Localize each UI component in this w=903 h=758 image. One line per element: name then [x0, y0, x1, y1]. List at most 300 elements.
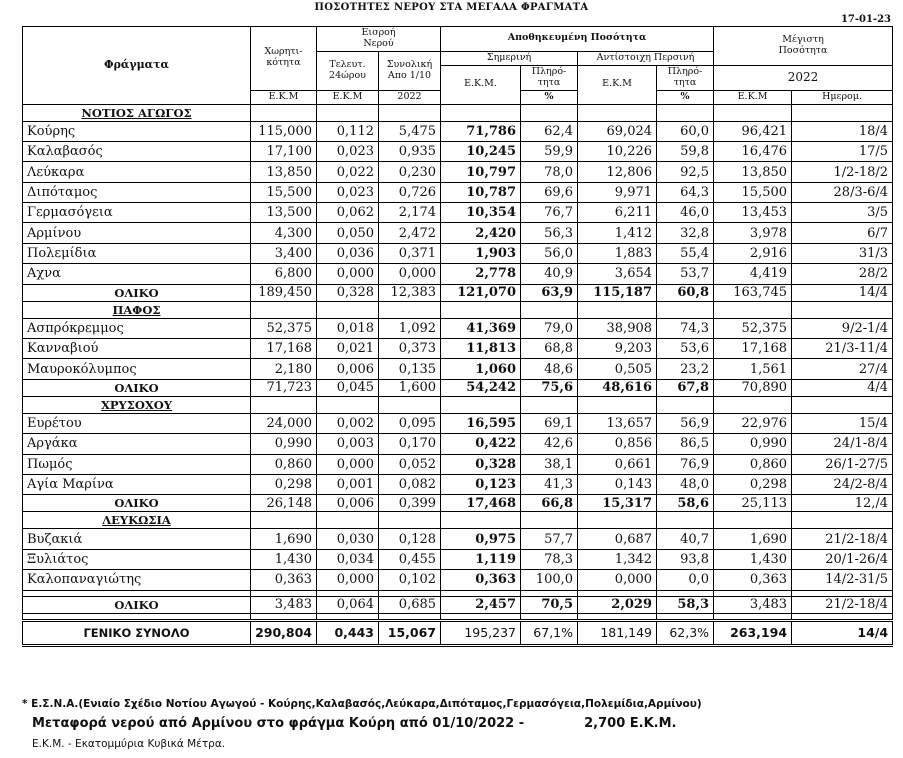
footnote-transfer-text: Μεταφορά νερού από Αρμίνου στο φράγμα Κούρη από 01/10/2022 -: [32, 716, 525, 731]
total-inflow-24h: 0,328: [317, 284, 379, 301]
table-row: [23, 243, 893, 263]
max-quantity: 1,561: [714, 359, 792, 379]
total-max-quantity: 25,113: [714, 495, 792, 512]
total-max-quantity: 163,745: [714, 284, 792, 301]
stored-today: 10,797: [441, 162, 521, 182]
section-total-row: [23, 284, 893, 301]
capacity: 2,180: [251, 359, 317, 379]
table-row: [23, 318, 893, 338]
empty-cell: [379, 512, 441, 529]
table-row: [23, 454, 893, 474]
inflow-total: 0,935: [379, 141, 441, 161]
table-row: [23, 434, 893, 454]
stored-today: 11,813: [441, 339, 521, 359]
inflow-total: 0,373: [379, 339, 441, 359]
empty-cell: [23, 613, 251, 620]
total-inflow-total: 1,600: [379, 379, 441, 396]
grand-total-capacity: 290,804: [251, 620, 317, 645]
fill-today: 41,3: [521, 475, 578, 495]
max-quantity: 15,500: [714, 182, 792, 202]
empty-cell: [578, 396, 657, 413]
max-quantity: 0,363: [714, 570, 792, 590]
empty-cell: [714, 512, 792, 529]
total-fill-lastyear: 58,6: [657, 495, 714, 512]
section-total-row: [23, 596, 893, 613]
empty-cell: [441, 613, 521, 620]
header-today-pct: %: [521, 90, 578, 104]
fill-lastyear: 76,9: [657, 454, 714, 474]
empty-cell: [441, 104, 521, 121]
total-fill-today: 66,8: [521, 495, 578, 512]
empty-cell: [251, 613, 317, 620]
empty-cell: [792, 104, 893, 121]
fill-lastyear: 48,0: [657, 475, 714, 495]
capacity: 0,363: [251, 570, 317, 590]
dam-name: Αγία Μαρίνα: [23, 475, 251, 495]
table-row: [23, 121, 893, 141]
inflow-total: 0,726: [379, 182, 441, 202]
capacity: 4,300: [251, 223, 317, 243]
fill-lastyear: 23,2: [657, 359, 714, 379]
max-quantity: 3,978: [714, 223, 792, 243]
inflow-total: 0,170: [379, 434, 441, 454]
inflow-total: 0,102: [379, 570, 441, 590]
capacity: 1,430: [251, 549, 317, 569]
max-date: 15/4: [792, 413, 893, 433]
header-capacity: Χωρητι- κότητα: [251, 27, 317, 91]
empty-cell: [792, 512, 893, 529]
inflow-24h: 0,003: [317, 434, 379, 454]
empty-cell: [714, 396, 792, 413]
dams-table: [22, 26, 893, 647]
empty-cell: [792, 613, 893, 620]
stored-lastyear: 0,687: [578, 529, 657, 549]
inflow-total: 0,371: [379, 243, 441, 263]
stored-lastyear: 1,412: [578, 223, 657, 243]
inflow-total: 0,128: [379, 529, 441, 549]
stored-lastyear: 0,856: [578, 434, 657, 454]
empty-cell: [578, 104, 657, 121]
fill-today: 42,6: [521, 434, 578, 454]
total-fill-lastyear: 67,8: [657, 379, 714, 396]
stored-lastyear: 6,211: [578, 203, 657, 223]
fill-today: 76,7: [521, 203, 578, 223]
fill-lastyear: 74,3: [657, 318, 714, 338]
inflow-total: 0,052: [379, 454, 441, 474]
total-max-date: 14/4: [792, 284, 893, 301]
total-fill-lastyear: 60,8: [657, 284, 714, 301]
header-lastyear-fill: Πληρό- τητα: [657, 65, 714, 90]
inflow-total: 0,135: [379, 359, 441, 379]
section-header-row: [23, 301, 893, 318]
fill-lastyear: 92,5: [657, 162, 714, 182]
fill-lastyear: 46,0: [657, 203, 714, 223]
capacity: 1,690: [251, 529, 317, 549]
max-quantity: 0,860: [714, 454, 792, 474]
capacity: 13,850: [251, 162, 317, 182]
stored-lastyear: 38,908: [578, 318, 657, 338]
fill-lastyear: 53,7: [657, 264, 714, 284]
stored-today: 16,595: [441, 413, 521, 433]
empty-cell: [714, 104, 792, 121]
section-header-row: [23, 512, 893, 529]
max-date: 24/2-8/4: [792, 475, 893, 495]
dam-name: Αρμίνου: [23, 223, 251, 243]
header-max: Μέγιστη Ποσότητα: [714, 27, 893, 66]
table-row: [23, 162, 893, 182]
header-capacity-unit: Ε.Κ.Μ: [251, 90, 317, 104]
table-row: [23, 141, 893, 161]
empty-cell: [714, 613, 792, 620]
max-quantity: 4,419: [714, 264, 792, 284]
section-total-row: [23, 379, 893, 396]
capacity: 0,990: [251, 434, 317, 454]
empty-cell: [521, 301, 578, 318]
grand-total-max-date: 14/4: [792, 620, 893, 645]
empty-cell: [714, 301, 792, 318]
capacity: 52,375: [251, 318, 317, 338]
section-title: ΠΑΦΟΣ: [23, 301, 251, 318]
inflow-24h: 0,034: [317, 549, 379, 569]
inflow-24h: 0,000: [317, 570, 379, 590]
inflow-24h: 0,001: [317, 475, 379, 495]
inflow-total: 0,455: [379, 549, 441, 569]
stored-lastyear: 12,806: [578, 162, 657, 182]
stored-today: 41,369: [441, 318, 521, 338]
total-fill-today: 75,6: [521, 379, 578, 396]
max-quantity: 2,916: [714, 243, 792, 263]
inflow-total: 2,472: [379, 223, 441, 243]
fill-today: 38,1: [521, 454, 578, 474]
max-quantity: 22,976: [714, 413, 792, 433]
capacity: 17,100: [251, 141, 317, 161]
max-date: 14/2-31/5: [792, 570, 893, 590]
stored-today: 0,363: [441, 570, 521, 590]
capacity: 115,000: [251, 121, 317, 141]
empty-cell: [657, 396, 714, 413]
total-stored-today: 121,070: [441, 284, 521, 301]
total-stored-lastyear: 115,187: [578, 284, 657, 301]
fill-today: 78,3: [521, 549, 578, 569]
grand-total-inflow-24h: 0,443: [317, 620, 379, 645]
inflow-24h: 0,021: [317, 339, 379, 359]
empty-cell: [657, 512, 714, 529]
table-row: [23, 203, 893, 223]
total-capacity: 189,450: [251, 284, 317, 301]
max-date: 21/3-11/4: [792, 339, 893, 359]
total-inflow-total: 0,399: [379, 495, 441, 512]
table-row: [23, 223, 893, 243]
header-max-date: Ημερομ.: [792, 90, 893, 104]
table-row: [23, 359, 893, 379]
stored-today: 10,787: [441, 182, 521, 202]
inflow-total: 2,174: [379, 203, 441, 223]
fill-today: 48,6: [521, 359, 578, 379]
fill-today: 69,6: [521, 182, 578, 202]
stored-today: 0,123: [441, 475, 521, 495]
max-quantity: 52,375: [714, 318, 792, 338]
inflow-24h: 0,023: [317, 141, 379, 161]
total-inflow-total: 0,685: [379, 596, 441, 613]
empty-cell: [792, 396, 893, 413]
section-total-row: [23, 495, 893, 512]
total-inflow-24h: 0,064: [317, 596, 379, 613]
fill-today: 78,0: [521, 162, 578, 182]
inflow-24h: 0,062: [317, 203, 379, 223]
capacity: 13,500: [251, 203, 317, 223]
dam-name: Λεύκαρα: [23, 162, 251, 182]
total-stored-today: 17,468: [441, 495, 521, 512]
empty-cell: [657, 104, 714, 121]
fill-lastyear: 59,8: [657, 141, 714, 161]
table-row: [23, 339, 893, 359]
capacity: 15,500: [251, 182, 317, 202]
total-max-date: 4/4: [792, 379, 893, 396]
stored-lastyear: 0,661: [578, 454, 657, 474]
fill-lastyear: 32,8: [657, 223, 714, 243]
max-quantity: 17,168: [714, 339, 792, 359]
fill-lastyear: 53,6: [657, 339, 714, 359]
section-title: ΛΕΥΚΩΣΙΑ: [23, 512, 251, 529]
table-row: [23, 182, 893, 202]
empty-cell: [792, 301, 893, 318]
stored-lastyear: 10,226: [578, 141, 657, 161]
max-date: 1/2-18/2: [792, 162, 893, 182]
capacity: 3,400: [251, 243, 317, 263]
fill-today: 62,4: [521, 121, 578, 141]
empty-cell: [379, 301, 441, 318]
footnote-transfer-amount: 2,700 Ε.Κ.Μ.: [584, 716, 677, 731]
total-inflow-24h: 0,045: [317, 379, 379, 396]
stored-lastyear: 0,000: [578, 570, 657, 590]
max-date: 20/1-26/4: [792, 549, 893, 569]
total-capacity: 26,148: [251, 495, 317, 512]
dam-name: Ξυλιάτος: [23, 549, 251, 569]
table-row: [23, 570, 893, 590]
total-fill-lastyear: 58,3: [657, 596, 714, 613]
stored-lastyear: 9,971: [578, 182, 657, 202]
fill-today: 59,9: [521, 141, 578, 161]
grand-total-max-quantity: 263,194: [714, 620, 792, 645]
total-stored-lastyear: 15,317: [578, 495, 657, 512]
stored-today: 1,903: [441, 243, 521, 263]
max-date: 21/2-18/4: [792, 529, 893, 549]
total-capacity: 3,483: [251, 596, 317, 613]
max-date: 9/2-1/4: [792, 318, 893, 338]
empty-cell: [441, 396, 521, 413]
max-quantity: 0,990: [714, 434, 792, 454]
fill-today: 69,1: [521, 413, 578, 433]
empty-cell: [521, 512, 578, 529]
fill-today: 79,0: [521, 318, 578, 338]
empty-cell: [657, 301, 714, 318]
header-dams: Φράγματα: [23, 27, 251, 105]
dam-name: Κανναβιού: [23, 339, 251, 359]
header-stored: Αποθηκευμένη Ποσότητα: [441, 27, 714, 52]
stored-lastyear: 9,203: [578, 339, 657, 359]
inflow-total: 0,082: [379, 475, 441, 495]
stored-today: 2,420: [441, 223, 521, 243]
total-max-date: 12,/4: [792, 495, 893, 512]
stored-lastyear: 13,657: [578, 413, 657, 433]
empty-cell: [317, 301, 379, 318]
capacity: 6,800: [251, 264, 317, 284]
stored-today: 71,786: [441, 121, 521, 141]
max-date: 28/3-6/4: [792, 182, 893, 202]
total-inflow-24h: 0,006: [317, 495, 379, 512]
stored-today: 10,354: [441, 203, 521, 223]
inflow-24h: 0,112: [317, 121, 379, 141]
total-max-quantity: 3,483: [714, 596, 792, 613]
fill-today: 56,3: [521, 223, 578, 243]
inflow-24h: 0,036: [317, 243, 379, 263]
header-total-inflow: Συνολική Απο 1/10: [379, 51, 441, 90]
max-quantity: 1,430: [714, 549, 792, 569]
total-label: ΟΛΙΚΟ: [23, 596, 251, 613]
max-date: 28/2: [792, 264, 893, 284]
table-row: [23, 529, 893, 549]
header-lastyear-ekm: Ε.Κ.Μ: [578, 65, 657, 104]
max-quantity: 13,453: [714, 203, 792, 223]
section-header-row: [23, 104, 893, 121]
total-label: ΟΛΙΚΟ: [23, 284, 251, 301]
total-label: ΟΛΙΚΟ: [23, 379, 251, 396]
table-row: [23, 413, 893, 433]
stored-today: 1,119: [441, 549, 521, 569]
capacity: 0,298: [251, 475, 317, 495]
total-fill-today: 70,5: [521, 596, 578, 613]
inflow-24h: 0,022: [317, 162, 379, 182]
table-row: [23, 264, 893, 284]
stored-lastyear: 1,883: [578, 243, 657, 263]
stored-lastyear: 69,024: [578, 121, 657, 141]
empty-cell: [251, 104, 317, 121]
empty-cell: [521, 104, 578, 121]
header-today-fill: Πληρό- τητα: [521, 65, 578, 90]
empty-cell: [379, 613, 441, 620]
stored-today: 2,778: [441, 264, 521, 284]
dam-name: Διπόταμος: [23, 182, 251, 202]
empty-cell: [578, 301, 657, 318]
footnote-transfer: [32, 716, 677, 731]
section-title: ΧΡΥΣΟΧΟΥ: [23, 396, 251, 413]
max-date: 27/4: [792, 359, 893, 379]
stored-today: 0,422: [441, 434, 521, 454]
grand-total-fill-today: 67,1%: [521, 620, 578, 645]
fill-lastyear: 56,9: [657, 413, 714, 433]
total-max-quantity: 70,890: [714, 379, 792, 396]
dam-name: Αργάκα: [23, 434, 251, 454]
grand-total-stored-lastyear: 181,149: [578, 620, 657, 645]
fill-today: 56,0: [521, 243, 578, 263]
total-inflow-total: 12,383: [379, 284, 441, 301]
stored-today: 10,245: [441, 141, 521, 161]
total-stored-today: 2,457: [441, 596, 521, 613]
fill-lastyear: 55,4: [657, 243, 714, 263]
dam-name: Ευρέτου: [23, 413, 251, 433]
header-max-year: 2022: [714, 65, 893, 90]
empty-cell: [317, 396, 379, 413]
empty-cell: [521, 613, 578, 620]
dam-name: Γερμασόγεια: [23, 203, 251, 223]
page-title: ΠΟΣΟΤΗΤΕΣ ΝΕΡΟΥ ΣΤΑ ΜΕΓΑΛΑ ΦΡΑΓΜΑΤΑ: [314, 2, 589, 13]
max-date: 31/3: [792, 243, 893, 263]
empty-cell: [441, 301, 521, 318]
fill-lastyear: 40,7: [657, 529, 714, 549]
footnote-units: Ε.Κ.Μ. - Εκατομμύρια Κυβικά Μέτρα.: [32, 738, 226, 750]
empty-cell: [317, 613, 379, 620]
stored-lastyear: 0,505: [578, 359, 657, 379]
header-total-year: 2022: [379, 90, 441, 104]
empty-cell: [251, 396, 317, 413]
max-quantity: 16,476: [714, 141, 792, 161]
section-header-row: [23, 396, 893, 413]
inflow-24h: 0,050: [317, 223, 379, 243]
total-max-date: 21/2-18/4: [792, 596, 893, 613]
fill-lastyear: 93,8: [657, 549, 714, 569]
fill-today: 57,7: [521, 529, 578, 549]
inflow-total: 0,095: [379, 413, 441, 433]
inflow-total: 1,092: [379, 318, 441, 338]
empty-cell: [317, 512, 379, 529]
max-date: 26/1-27/5: [792, 454, 893, 474]
fill-today: 68,8: [521, 339, 578, 359]
dam-name: Ασπρόκρεμμος: [23, 318, 251, 338]
header-lastyear: Αντίστοιχη Περσινή: [578, 51, 714, 65]
total-fill-today: 63,9: [521, 284, 578, 301]
fill-lastyear: 86,5: [657, 434, 714, 454]
total-stored-lastyear: 48,616: [578, 379, 657, 396]
inflow-24h: 0,006: [317, 359, 379, 379]
max-date: 6/7: [792, 223, 893, 243]
header-today: Σημερινή: [441, 51, 578, 65]
dam-name: Πολεμίδια: [23, 243, 251, 263]
max-date: 24/1-8/4: [792, 434, 893, 454]
stored-today: 1,060: [441, 359, 521, 379]
total-stored-today: 54,242: [441, 379, 521, 396]
dam-name: Καλαβασός: [23, 141, 251, 161]
fill-lastyear: 64,3: [657, 182, 714, 202]
spacer-row: [23, 613, 893, 620]
max-quantity: 0,298: [714, 475, 792, 495]
inflow-24h: 0,023: [317, 182, 379, 202]
stored-lastyear: 3,654: [578, 264, 657, 284]
empty-cell: [657, 613, 714, 620]
max-date: 17/5: [792, 141, 893, 161]
empty-cell: [251, 512, 317, 529]
header-lastyear-pct: %: [657, 90, 714, 104]
footnote-esna: * Ε.Σ.Ν.Α.(Ενιαίο Σχέδιο Νοτίου Αγωγού - Κούρης,Καλαβασός,Λεύκαρα,Διπόταμος,Γερμασόγεια,Πολεμίδια,Αρμίνου): [22, 698, 702, 710]
inflow-24h: 0,000: [317, 454, 379, 474]
grand-total-label: ΓΕΝΙΚΟ ΣΥΝΟΛΟ: [23, 620, 251, 645]
fill-lastyear: 60,0: [657, 121, 714, 141]
max-quantity: 1,690: [714, 529, 792, 549]
inflow-total: 0,000: [379, 264, 441, 284]
stored-today: 0,328: [441, 454, 521, 474]
empty-cell: [317, 104, 379, 121]
report-date: 17-01-23: [840, 14, 891, 25]
max-quantity: 96,421: [714, 121, 792, 141]
fill-lastyear: 0,0: [657, 570, 714, 590]
max-date: 3/5: [792, 203, 893, 223]
dam-name: Πωμός: [23, 454, 251, 474]
dam-name: Μαυροκόλυμπος: [23, 359, 251, 379]
inflow-24h: 0,018: [317, 318, 379, 338]
table-row: [23, 549, 893, 569]
stored-lastyear: 1,342: [578, 549, 657, 569]
inflow-24h: 0,030: [317, 529, 379, 549]
empty-cell: [441, 512, 521, 529]
